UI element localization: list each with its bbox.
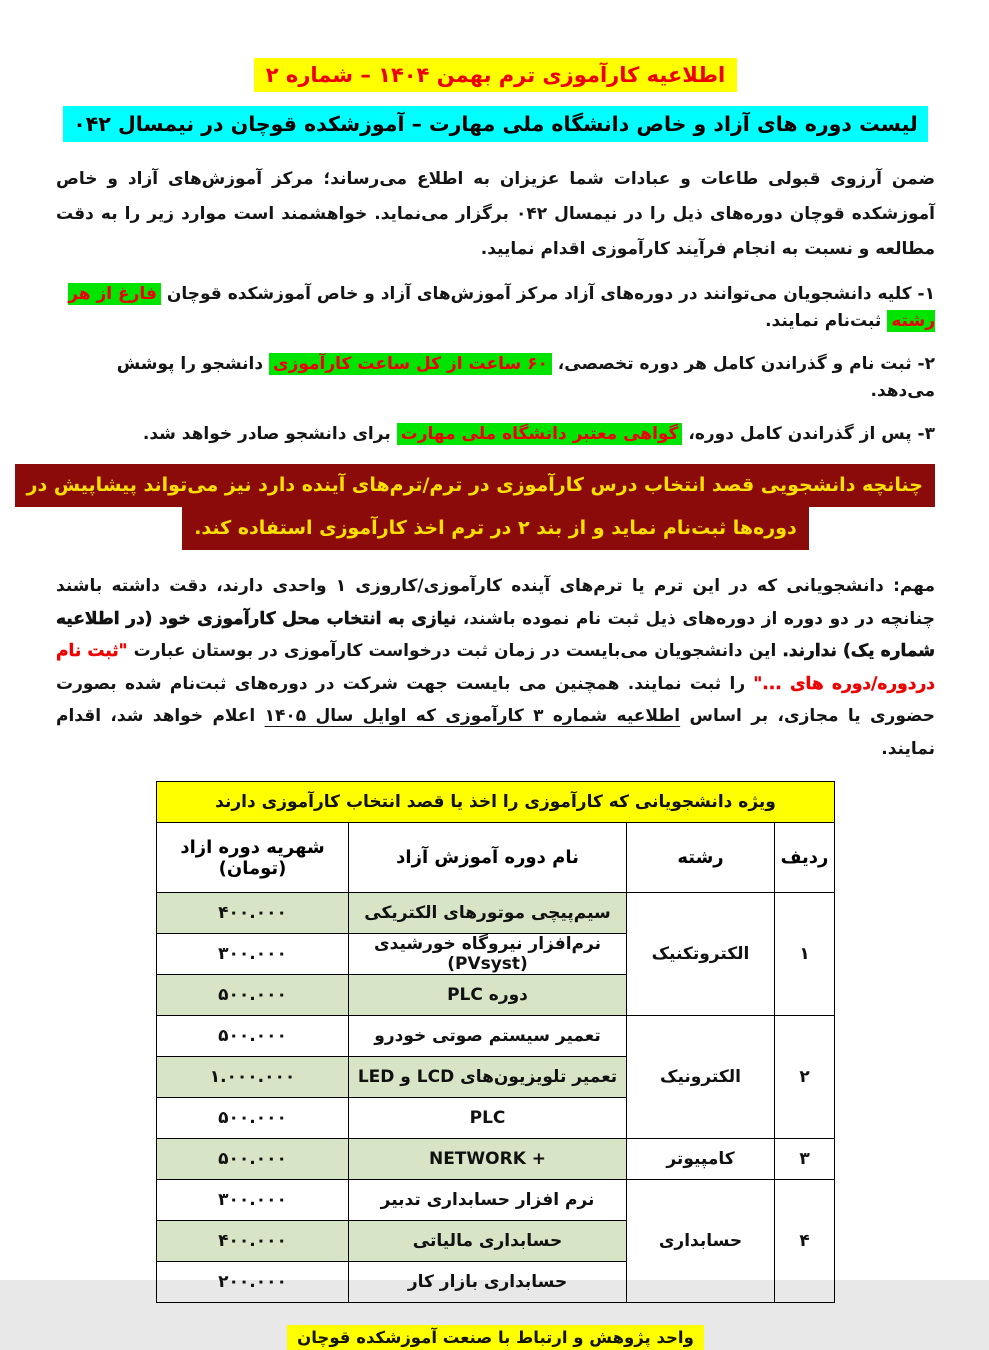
course-fee-cell: ۵۰۰.۰۰۰ [157, 975, 349, 1016]
main-title-row [56, 58, 935, 92]
header-course-name: نام دوره آموزش آزاد [349, 823, 627, 893]
footer-row [56, 1325, 935, 1350]
major-cell: الکترونیک [627, 1016, 775, 1139]
important-paragraph [56, 570, 935, 765]
course-fee-cell: ۵۰۰.۰۰۰ [157, 1016, 349, 1057]
table-header-row [157, 823, 835, 893]
red-banner-line-2: دوره‌ها ثبت‌نام نماید و از بند ۲ در ترم اخذ کارآموزی استفاده کند. [182, 507, 809, 550]
row-number-cell: ۲ [775, 1016, 835, 1139]
row-number-cell: ۱ [775, 893, 835, 1016]
footer-label: واحد پژوهش و ارتباط با صنعت آموزشکده قوچان [287, 1325, 704, 1350]
item-2-highlight: ۶۰ ساعت از کل ساعت کارآموزی [269, 353, 552, 375]
header-row-number: ردیف [775, 823, 835, 893]
course-fee-cell: ۴۰۰.۰۰۰ [157, 1221, 349, 1262]
course-fee-cell: ۳۰۰.۰۰۰ [157, 1180, 349, 1221]
course-name-cell: نرم‌افزار نیروگاه خورشیدی (PVsyst) [349, 934, 627, 975]
course-name-cell: دوره PLC [349, 975, 627, 1016]
courses-table-head [157, 782, 835, 893]
courses-tbody [157, 893, 835, 1303]
item-3-suffix: برای دانشجو صادر خواهد شد. [142, 424, 397, 444]
item-3-highlight: گواهی معتبر دانشگاه ملی مهارت [397, 423, 683, 445]
important-text-1: مهم: دانشجویانی که در این ترم یا ترم‌های آینده کارآموزی/کاروزی ۱ واحدی دارند، دقت داشته باشند چنانچه در دو دوره از دوره‌های ذیل ثبت نام نموده باشند، [56, 576, 935, 629]
course-name-cell: تعمیر سیستم صوتی خودرو [349, 1016, 627, 1057]
red-banner-line-1: چنانچه دانشجویی قصد انتخاب درس کارآموزی در ترم/ترم‌های آینده دارد نیز می‌تواند پیشاپیش در [15, 464, 935, 507]
course-name-cell: سیم‌پیچی موتورهای الکتریکی [349, 893, 627, 934]
important-text-4: اعلام خواهد شد، اقدام نمایند. [56, 706, 935, 759]
item-1-highlight: فارغ از هر رشته [68, 284, 935, 331]
header-fee-line-1: شهریه دوره ازاد [180, 836, 325, 858]
course-row [157, 893, 835, 934]
red-banner [26, 464, 935, 550]
subtitle-row [56, 106, 935, 142]
table-banner-row [157, 782, 835, 823]
item-1-text: ۱- کلیه دانشجویان می‌توانند در دوره‌های آزاد مرکز آموزش‌های آزاد و خاص آموزشکده قوچان [160, 284, 935, 304]
course-name-cell: تعمیر تلویزیون‌های LCD و LED [349, 1057, 627, 1098]
item-3 [56, 421, 935, 448]
item-1 [56, 281, 935, 335]
row-number-cell: ۳ [775, 1139, 835, 1180]
course-row [157, 1139, 835, 1180]
course-name-cell: حسابداری بازار کار [349, 1262, 627, 1303]
header-fee-line-2: (تومان) [218, 857, 287, 879]
page-subtitle: لیست دوره های آزاد و خاص دانشگاه ملی مهارت – آموزشکده قوچان در نیمسال ۰۴۲ [63, 106, 927, 142]
major-cell: الکتروتکنیک [627, 893, 775, 1016]
header-fee [157, 823, 349, 893]
important-red-phrase: "ثبت نام دردوره/دوره های ..." [56, 641, 935, 694]
important-underlined-phrase: اطلاعیه شماره ۳ کارآموزی که اوایل سال ۱۴۰۵ [264, 706, 681, 726]
course-name-cell: NETWORK + [349, 1139, 627, 1180]
intro-paragraph: ضمن آرزوی قبولی طاعات و عبادات شما عزیزان به اطلاع می‌رساند؛ مرکز آموزش‌های آزاد و خاص آموزشکده قوچان دوره‌های ذیل را در نیمسال ۰۴۲ برگزار می‌نماید. خواهشمند است موارد زیر را به دقت مطالعه و نسبت به انجام فرآیند کارآموزی اقدام نمایید. [56, 169, 936, 259]
item-2-suffix: دانشجو را پوشش می‌دهد. [116, 354, 935, 401]
important-text-2: این دانشجویان می‌بایست در زمان ثبت درخواست کارآموزی در بوستان عبارت [127, 641, 783, 661]
courses-table [156, 781, 835, 1303]
numbered-items [56, 281, 935, 448]
page-title: اطلاعیه کارآموزی ترم بهمن ۱۴۰۴ – شماره ۲ [254, 58, 737, 92]
course-name-cell: PLC [349, 1098, 627, 1139]
course-row [157, 1016, 835, 1057]
course-fee-cell: ۳۰۰.۰۰۰ [157, 934, 349, 975]
item-2 [56, 351, 935, 405]
course-fee-cell: ۱.۰۰۰.۰۰۰ [157, 1057, 349, 1098]
major-cell: کامپیوتر [627, 1139, 775, 1180]
major-cell: حسابداری [627, 1180, 775, 1303]
course-row [157, 1180, 835, 1221]
course-fee-cell: ۴۰۰.۰۰۰ [157, 893, 349, 934]
item-3-text: ۳- پس از گذراندن کامل دوره، [682, 424, 935, 444]
item-2-text: ۲- ثبت نام و گذراندن کامل هر دوره تخصصی، [551, 354, 935, 374]
important-text-3: را ثبت نمایند. همچنین می بایست جهت شرکت در دوره‌های ثبت‌نام شده بصورت حضوری یا مجازی، بر اساس [56, 673, 935, 726]
course-name-cell: نرم افزار حسابداری تدبیر [349, 1180, 627, 1221]
course-fee-cell: ۵۰۰.۰۰۰ [157, 1098, 349, 1139]
important-bold-phrase: نیازی به انتخاب محل کارآموزی خود (در اطلاعیه شماره یک) ندارند. [56, 608, 935, 661]
header-major: رشته [627, 823, 775, 893]
table-banner: ویژه دانشجویانی که کارآموزی را اخذ یا قصد انتخاب کارآموزی دارند [157, 782, 835, 823]
course-name-cell: حسابداری مالیاتی [349, 1221, 627, 1262]
course-fee-cell: ۲۰۰.۰۰۰ [157, 1262, 349, 1303]
item-1-suffix: ثبت‌نام نمایند. [765, 311, 888, 331]
course-fee-cell: ۵۰۰.۰۰۰ [157, 1139, 349, 1180]
row-number-cell: ۴ [775, 1180, 835, 1303]
